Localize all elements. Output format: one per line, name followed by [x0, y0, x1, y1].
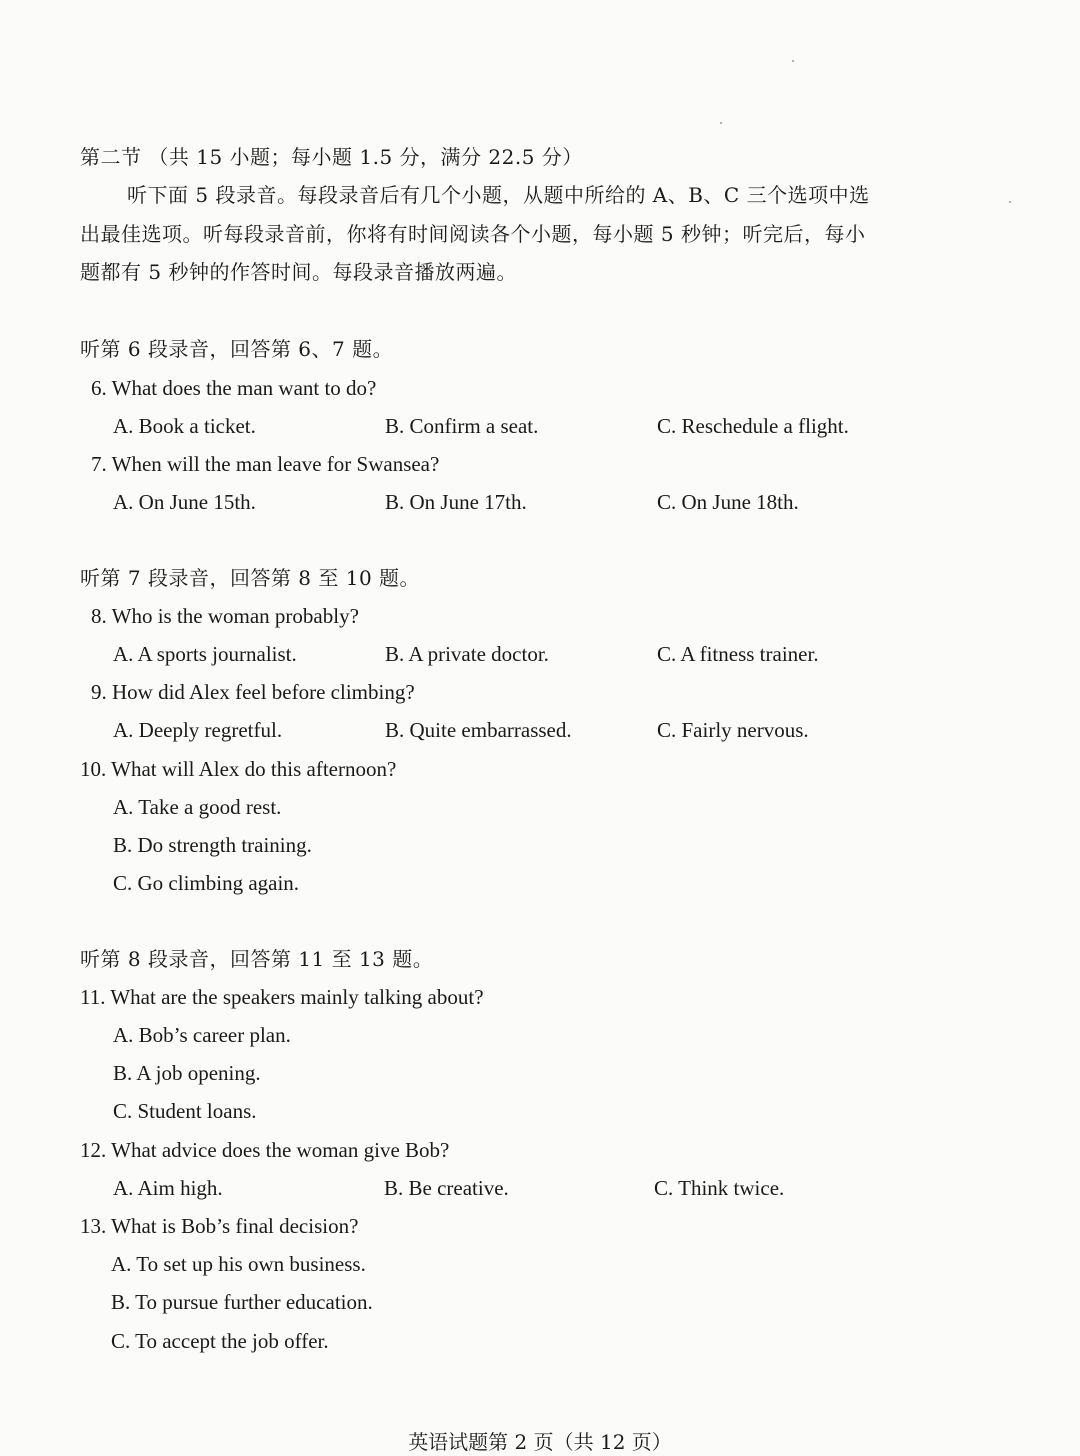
option-b: B. To pursue further education.	[111, 1290, 373, 1314]
option-b: B. A job opening.	[113, 1061, 261, 1085]
group-heading: 听第 6 段录音，回答第 6、7 题。	[80, 337, 394, 361]
option-c: C. Go climbing again.	[113, 871, 300, 895]
option-c: C. Student loans.	[113, 1099, 257, 1123]
question-stem: 9. How did Alex feel before climbing?	[91, 680, 415, 704]
instructions-line-2: 出最佳选项。听每段录音前，你将有时间阅读各个小题，每小题 5 秒钟；听完后，每小	[80, 222, 866, 246]
option-c: C. On June 18th.	[657, 490, 799, 514]
instructions-line-1: 听下面 5 段录音。每段录音后有几个小题，从题中所给的 A、B、C 三个选项中选	[127, 183, 870, 207]
scan-speck	[720, 122, 722, 124]
group-heading: 听第 7 段录音，回答第 8 至 10 题。	[80, 566, 421, 590]
option-c: C. Think twice.	[654, 1176, 785, 1200]
option-a: A. Aim high.	[113, 1176, 223, 1200]
question-stem: 12. What advice does the woman give Bob?	[80, 1138, 450, 1162]
section-title: 第二节 （共 15 小题；每小题 1.5 分，满分 22.5 分）	[80, 145, 583, 169]
option-b: B. Quite embarrassed.	[385, 718, 572, 742]
question-stem: 13. What is Bob’s final decision?	[80, 1214, 359, 1238]
instructions-line-3: 题都有 5 秒钟的作答时间。每段录音播放两遍。	[80, 260, 517, 284]
option-b: B. Do strength training.	[113, 833, 312, 857]
page-footer: 英语试题第 2 页（共 12 页）	[408, 1430, 672, 1454]
group-heading: 听第 8 段录音，回答第 11 至 13 题。	[80, 947, 434, 971]
option-a: A. Take a good rest.	[113, 795, 282, 819]
option-a: A. Bob’s career plan.	[113, 1023, 291, 1047]
question-stem: 8. Who is the woman probably?	[91, 604, 359, 628]
option-b: B. Confirm a seat.	[385, 414, 539, 438]
option-a: A. Deeply regretful.	[113, 718, 283, 742]
option-b: B. Be creative.	[384, 1176, 509, 1200]
question-stem: 10. What will Alex do this afternoon?	[80, 757, 397, 781]
option-c: C. To accept the job offer.	[111, 1329, 329, 1353]
scan-speck	[1009, 201, 1011, 203]
question-stem: 7. When will the man leave for Swansea?	[91, 452, 440, 476]
option-a: A. To set up his own business.	[111, 1252, 366, 1276]
option-c: C. Reschedule a flight.	[657, 414, 849, 438]
scan-speck	[792, 60, 794, 62]
option-c: C. Fairly nervous.	[657, 718, 809, 742]
option-a: A. A sports journalist.	[113, 642, 297, 666]
question-stem: 6. What does the man want to do?	[91, 376, 377, 400]
question-stem: 11. What are the speakers mainly talking about?	[80, 985, 484, 1009]
option-a: A. On June 15th.	[113, 490, 256, 514]
option-c: C. A fitness trainer.	[657, 642, 819, 666]
option-b: B. On June 17th.	[385, 490, 527, 514]
option-b: B. A private doctor.	[385, 642, 549, 666]
option-a: A. Book a ticket.	[113, 414, 256, 438]
